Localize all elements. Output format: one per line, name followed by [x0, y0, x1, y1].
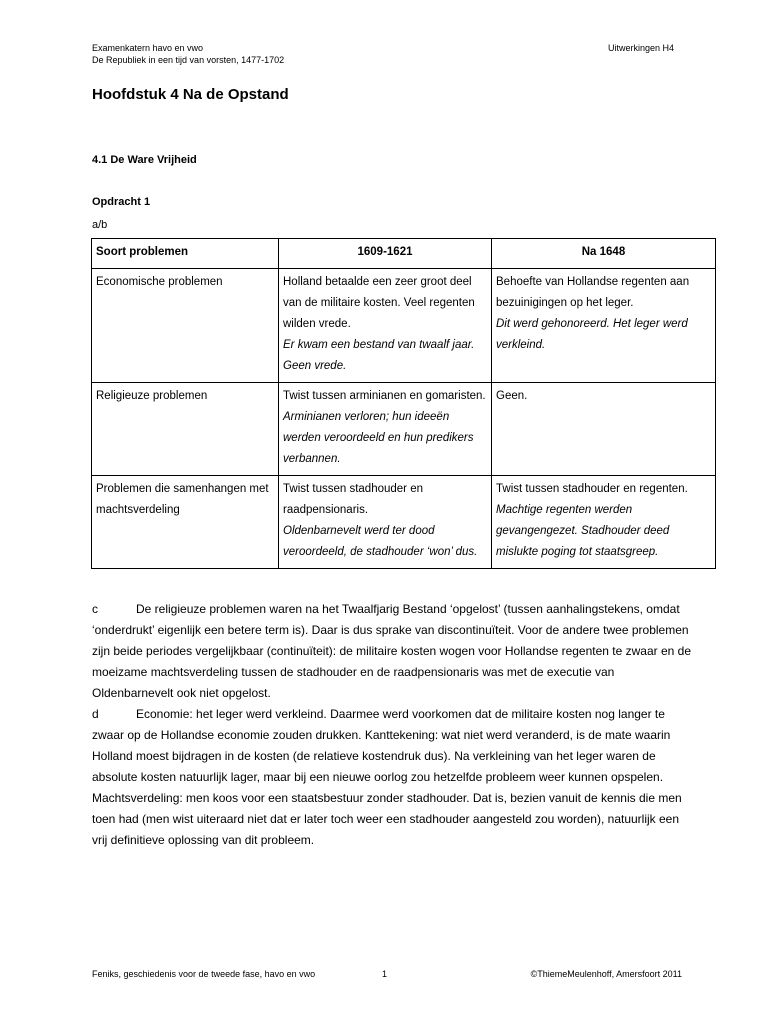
table-row	[92, 383, 716, 476]
cell-text: Twist tussen stadhouder en raadpensionaris.	[283, 483, 423, 516]
cell-italic-text: Machtige regenten werden gevangengezet. Stadhouder deed mislukte poging tot staatsgreep.	[496, 504, 670, 558]
row-type-cell: Religieuze problemen	[92, 383, 279, 476]
column-header-1609: 1609-1621	[279, 239, 492, 269]
cell-1609	[279, 269, 492, 383]
cell-text: Geen.	[496, 390, 528, 402]
section-title: 4.1 De Ware Vrijheid	[92, 154, 197, 166]
row-type-cell: Problemen die samenhangen met machtsverdeling	[92, 476, 279, 569]
cell-italic-text: Dit werd gehonoreerd. Het leger werd verkleind.	[496, 318, 688, 351]
cell-text: Behoefte van Hollandse regenten aan bezuinigingen op het leger.	[496, 276, 690, 309]
row-type-cell: Economische problemen	[92, 269, 279, 383]
cell-1609	[279, 476, 492, 569]
table-row	[92, 269, 716, 383]
assignment-title: Opdracht 1	[92, 196, 151, 208]
chapter-title: Hoofdstuk 4 Na de Opstand	[92, 86, 289, 103]
cell-italic-text: Er kwam een bestand van twaalf jaar. Geen vrede.	[283, 339, 475, 372]
footer-publication: Feniks, geschiedenis voor de tweede fase, havo en vwo	[92, 969, 316, 979]
cell-italic-text: Oldenbarnevelt werd ter dood veroordeeld, de stadhouder ‘won’ dus.	[283, 525, 478, 558]
page-header-right: Uitwerkingen H4	[607, 43, 674, 53]
answer-c	[92, 599, 692, 704]
cell-text: Twist tussen arminianen en gomaristen.	[283, 390, 486, 402]
answer-c-label: c	[92, 602, 98, 616]
header-series: Examenkatern havo en vwo	[92, 43, 204, 53]
cell-text: Holland betaalde een zeer groot deel van de militaire kosten. Veel regenten wilden vrede.	[283, 276, 475, 330]
answer-text	[92, 599, 692, 851]
table-row	[92, 476, 716, 569]
cell-1609	[279, 383, 492, 476]
footer-page-number: 1	[382, 969, 388, 979]
question-label-ab: a/b	[92, 219, 108, 231]
answer-d	[92, 704, 692, 788]
cell-1648	[492, 383, 716, 476]
column-header-type: Soort problemen	[92, 239, 279, 269]
header-subtitle: De Republiek in een tijd van vorsten, 1477-1702	[92, 55, 285, 65]
cell-italic-text: Arminianen verloren; hun ideeën werden veroordeeld en hun predikers verbannen.	[283, 411, 474, 465]
table-header-row	[92, 239, 716, 269]
answer-d-continued: Machtsverdeling: men koos voor een staatsbestuur zonder stadhouder. Dat is, bezien vanuit de kennis die men toen had (men wist uiteraard niet dat er later toch weer een stadhouder aangesteld zou worden), natuurlijk een vrij definitieve oplossing van dit probleem.	[92, 791, 682, 847]
column-header-1648: Na 1648	[492, 239, 716, 269]
page-header-left	[92, 42, 284, 66]
answer-d-text: Economie: het leger werd verkleind. Daarmee werd voorkomen dat de militaire kosten nog langer te zwaar op de Hollandse economie zouden drukken. Kanttekening: wat niet werd veranderd, is de mate waarin Holland moest bijdragen in de kosten (de relatieve kostendruk dus). Na verkleining van het leger waren de absolute kosten natuurlijk lager, maar bij een nieuwe oorlog zou hetzelfde probleem weer kunnen opspelen.	[92, 707, 671, 784]
problems-table	[91, 238, 716, 569]
answer-d-label: d	[92, 707, 99, 721]
answer-c-text: De religieuze problemen waren na het Twaalfjarig Bestand ‘opgelost’ (tussen aanhalingstekens, omdat ‘onderdrukt’ eigenlijk een betere term is). Daar is dus sprake van discontinuïteit. Voor de andere twee problemen zijn beide periodes vergelijkbaar (continuïteit): de militaire kosten wogen voor Hollandse regenten te zwaar en de moeizame machtsverdeling tussen de stadhouder en de raadpensionaris was met de executie van Oldenbarnevelt ook niet opgelost.	[92, 602, 692, 700]
cell-text: Twist tussen stadhouder en regenten.	[496, 483, 688, 495]
footer-copyright: ©ThiemeMeulenhoff, Amersfoort 2011	[530, 969, 682, 979]
cell-1648	[492, 269, 716, 383]
cell-1648	[492, 476, 716, 569]
